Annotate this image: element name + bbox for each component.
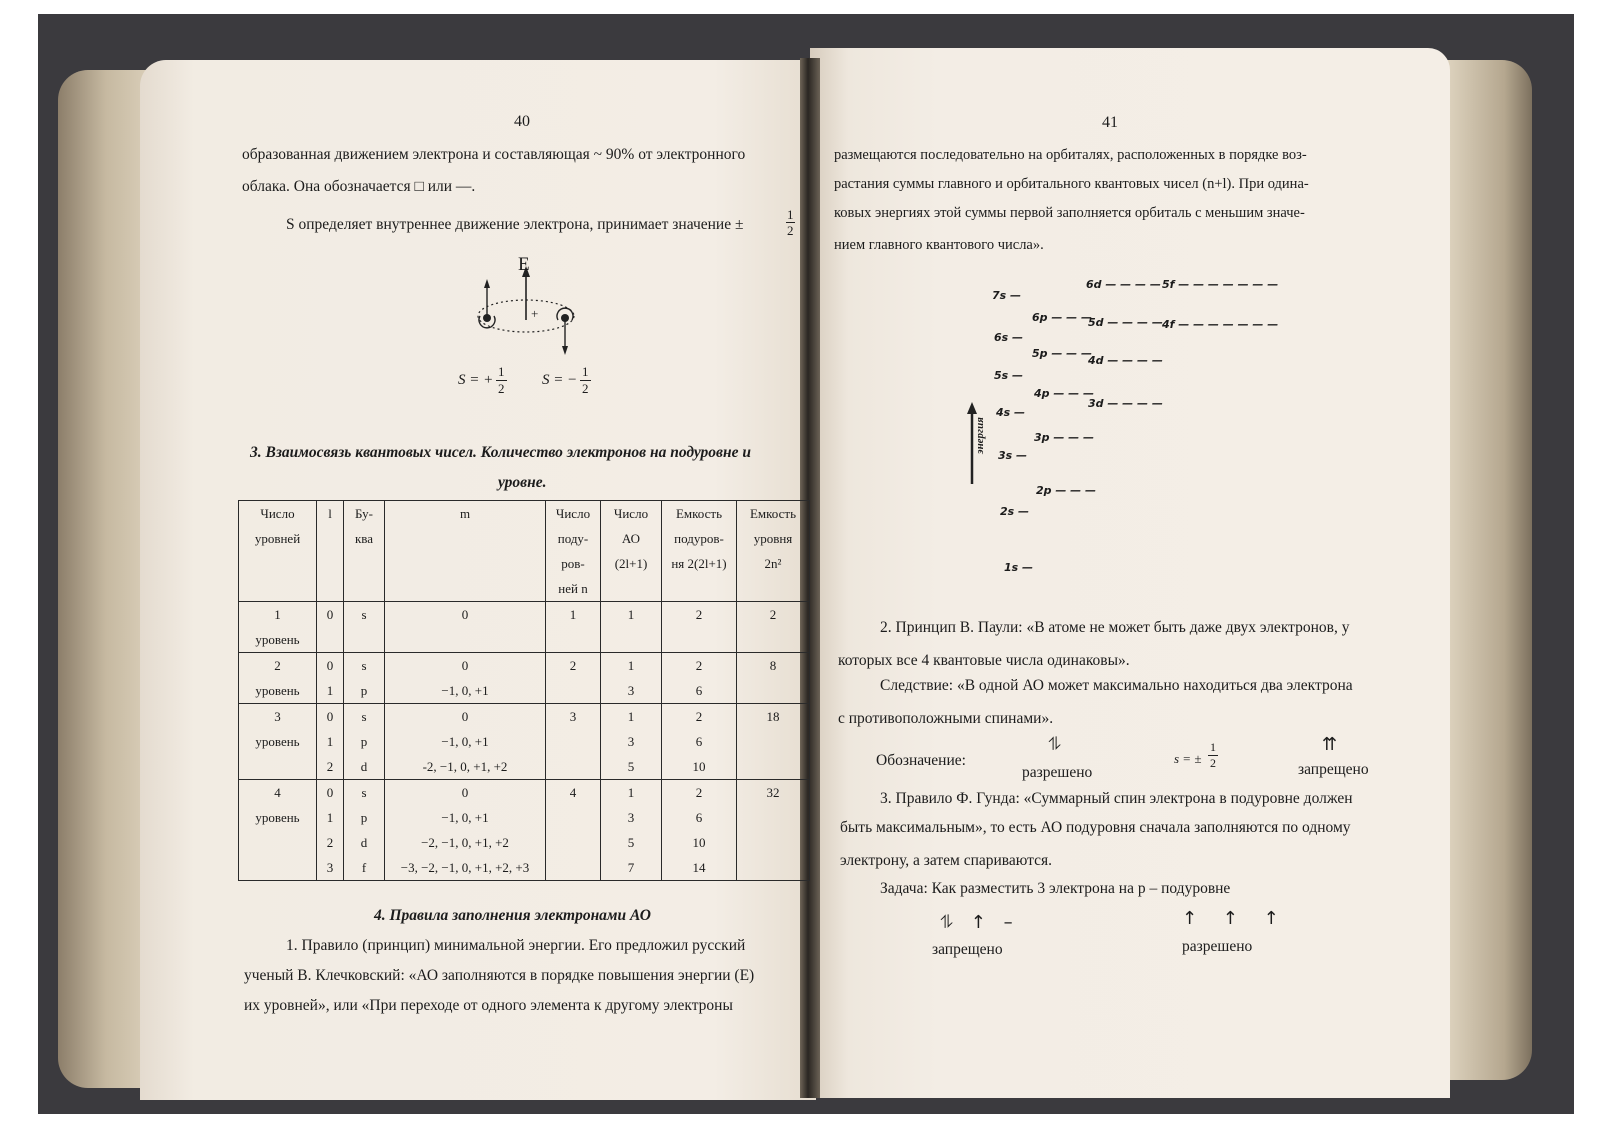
level-6p: 6p — — — (1032, 311, 1093, 324)
cell-m: 0 (385, 602, 546, 653)
cell-level-capacity: 32 (737, 780, 810, 881)
text-line: с противоположными спинами». (838, 710, 1054, 727)
section-heading-3-cont: уровне. (498, 474, 547, 491)
cell-capacity: 2 6 (662, 653, 737, 704)
level-5s: 5s — (994, 369, 1024, 382)
cell-level-capacity: 8 (737, 653, 810, 704)
level-5d: 5d — — — — (1088, 316, 1163, 329)
fraction-half: 1 2 (787, 207, 794, 238)
level-5f: 5f — — — — — — — (1162, 278, 1279, 291)
spin-value: s = ± (1174, 751, 1202, 766)
table-row (239, 653, 810, 704)
paired-spins-icon: ⥮ (1048, 734, 1062, 755)
energy-axis-label: энергия (974, 417, 986, 454)
level-4f: 4f — — — — — — — (1162, 318, 1279, 331)
text-line: растания суммы главного и орбитального квантовых чисел (n+l). При одина- (834, 176, 1309, 192)
cell-n: 4 (546, 780, 601, 881)
level-3p: 3p — — — (1034, 431, 1095, 444)
fraction-minus: 1 2 (582, 364, 589, 396)
cell-level: 4 уровень (239, 780, 317, 881)
section-heading-3: 3. Взаимосвязь квантовых чисел. Количество электронов на подуровне и (250, 444, 751, 461)
text-line: облака. Она обозначается □ или —. (242, 178, 476, 195)
header-m: m (385, 501, 546, 602)
cell-ao: 1 (601, 602, 662, 653)
task-allowed-label: разрешено (1182, 938, 1253, 955)
level-4s: 4s — (996, 406, 1026, 419)
cell-level-capacity: 18 (737, 704, 810, 780)
text-line: Следствие: «В одной АО может максимально находиться два электрона (880, 677, 1353, 694)
cell-letter: s p (344, 653, 385, 704)
plus-sign: + (531, 306, 539, 321)
text-line: нием главного квантового числа». (834, 237, 1044, 253)
spin-fraction: 1 2 (1210, 740, 1216, 770)
level-7s: 7s — (992, 289, 1022, 302)
cell-letter: s (344, 602, 385, 653)
header-levels: Число уровней (239, 501, 317, 602)
level-4d: 4d — — — — (1088, 354, 1163, 367)
text-line: их уровней», или «При переходе от одного элемента к другому электроны (244, 997, 733, 1014)
header-sublevels: Число поду- ров- ней n (546, 501, 601, 602)
parallel-spins-icon: ⇈ (1322, 734, 1338, 755)
cell-letter: s p d f (344, 780, 385, 881)
header-ao: Число АО (2l+1) (601, 501, 662, 602)
cell-level: 3 уровень (239, 704, 317, 780)
allowed-label: разрешено (1022, 764, 1093, 781)
text-line: электрону, а затем спариваются. (840, 852, 1053, 869)
spin-plus-label: S = + (458, 372, 494, 388)
cell-m: 0 −1, 0, +1 −2, −1, 0, +1, +2 −3, −2, −1, 0, +1, +2, +3 (385, 780, 546, 881)
spin-up-arrowhead (484, 279, 490, 288)
text-line: ученый В. Клечковский: «АО заполняются в порядке повышения энергии (Е) (244, 967, 755, 984)
text-line: Задача: Как разместить 3 электрона на р – подуровне (880, 880, 1231, 897)
cell-level: 1 уровень (239, 602, 317, 653)
text-line: размещаются последовательно на орбиталях, расположенных в порядке воз- (834, 147, 1307, 163)
level-6d: 6d — — — — (1086, 278, 1161, 291)
text-line: 1. Правило (принцип) минимальной энергии. Его предложил русский (286, 937, 746, 954)
quantum-numbers-table (238, 500, 810, 881)
cell-l: 0 1 2 3 (317, 780, 344, 881)
text-line: ковых энергиях этой суммы первой заполняется орбиталь с меньшим значе- (834, 205, 1305, 221)
cell-n: 3 (546, 704, 601, 780)
level-4p: 4p — — — (1034, 387, 1095, 400)
cell-level-capacity: 2 (737, 602, 810, 653)
text-line: S определяет внутреннее движение электрона, принимает значение ± (286, 216, 744, 233)
spin-down-arrowhead (562, 346, 568, 355)
text-line: 2. Принцип В. Паули: «В атоме не может быть даже двух электронов, у (880, 619, 1350, 636)
cell-capacity: 2 (662, 602, 737, 653)
level-3d: 3d — — — — (1088, 397, 1163, 410)
header-level-capacity: Емкость уровня 2n² (737, 501, 810, 602)
designation-label: Обозначение: (876, 752, 966, 769)
level-5p: 5p — — — (1032, 347, 1093, 360)
section-heading-4: 4. Правила заполнения электронами АО (374, 907, 651, 924)
table-row (239, 602, 810, 653)
cell-letter: s p d (344, 704, 385, 780)
spin-minus-label: S = − (542, 372, 578, 388)
cell-n: 2 (546, 653, 601, 704)
cell-l: 0 1 2 (317, 704, 344, 780)
cell-ao: 1 3 5 7 (601, 780, 662, 881)
level-3s: 3s — (998, 449, 1028, 462)
cell-ao: 1 3 (601, 653, 662, 704)
header-letter: Бу- ква (344, 501, 385, 602)
cell-capacity: 2 6 10 14 (662, 780, 737, 881)
level-2p: 2p — — — (1036, 484, 1097, 497)
electron-spin-figure (460, 250, 600, 360)
task-forbidden-label: запрещено (932, 941, 1003, 958)
forbidden-config-icon: ⥮ ↑ – (940, 912, 1019, 933)
table-row (239, 780, 810, 881)
cell-level: 2 уровень (239, 653, 317, 704)
allowed-config-icon: ↑ ↑ ↑ (1182, 908, 1289, 929)
page-number-right: 41 (1102, 114, 1118, 131)
table-row (239, 704, 810, 780)
table-header-row (239, 501, 810, 602)
cell-m: 0 −1, 0, +1 -2, −1, 0, +1, +2 (385, 704, 546, 780)
cell-n: 1 (546, 602, 601, 653)
text-line: которых все 4 квантовые числа одинаковы». (838, 652, 1130, 669)
forbidden-label: запрещено (1298, 761, 1369, 778)
cell-ao: 1 3 5 (601, 704, 662, 780)
text-line: быть максимальным», то есть АО подуровня сначала заполняются по одному (840, 819, 1351, 836)
cell-capacity: 2 6 10 (662, 704, 737, 780)
page-number-left: 40 (514, 113, 530, 130)
header-l: l (317, 501, 344, 602)
level-2s: 2s — (1000, 505, 1030, 518)
fraction-plus: 1 2 (498, 364, 505, 396)
text-line: 3. Правило Ф. Гунда: «Суммарный спин электрона в подуровне должен (880, 790, 1353, 807)
level-6s: 6s — (994, 331, 1024, 344)
book-edge-right (1440, 60, 1532, 1080)
cell-l: 0 1 (317, 653, 344, 704)
cell-m: 0 −1, 0, +1 (385, 653, 546, 704)
cell-l: 0 (317, 602, 344, 653)
header-sublevel-capacity: Емкость подуров- ня 2(2l+1) (662, 501, 737, 602)
energy-label: E (518, 254, 530, 275)
level-1s: 1s — (1004, 561, 1034, 574)
text-line: образованная движением электрона и составляющая ~ 90% от электронного (242, 146, 746, 163)
